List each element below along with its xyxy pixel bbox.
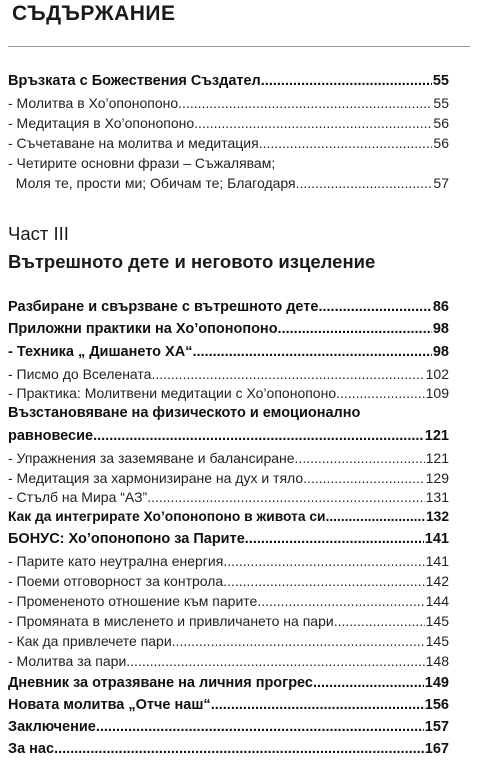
leader-dots: [223, 553, 424, 569]
toc-entry-text: - Практика: Молитвени медитации с Хо’опонопоно: [8, 385, 337, 401]
toc-entry-text: - Молитва за пари: [8, 653, 127, 669]
toc-entry: [8, 175, 449, 191]
toc-entry: [8, 135, 449, 151]
toc-entry-page: 149: [424, 675, 449, 691]
toc-entry: [8, 405, 449, 421]
toc-entry-text: - Молитва в Хо’опонопоно: [8, 95, 179, 111]
toc-entry-page: 121: [424, 428, 449, 444]
toc-entry-text: Как да интегрирате Хо’опонопоно в живота си: [8, 509, 326, 524]
toc-entry: [8, 344, 449, 360]
toc-entry: [8, 95, 449, 111]
toc-entry-page: 56: [433, 135, 449, 151]
toc-entry-page: 142: [425, 573, 449, 589]
toc-entry-text: Моля те, прости ми; Обичам те; Благодаря: [8, 175, 296, 191]
leader-dots: [278, 321, 432, 337]
part-title: Вътрешното дете и неговото изцеление: [8, 251, 376, 272]
toc-entry-text: - Техника „ Дишането ХА“: [8, 344, 193, 360]
leader-dots: [334, 613, 425, 629]
toc-entry: [8, 573, 449, 589]
toc-entry: [8, 653, 449, 669]
toc-entry-page: 148: [425, 653, 449, 669]
leader-dots: [93, 428, 424, 444]
toc-entry-page: 156: [424, 697, 449, 713]
toc-entry-text: - Промененото отношение към парите: [8, 593, 258, 609]
toc-entry-text: Връзката с Божествения Създател: [8, 73, 261, 89]
leader-dots: [54, 741, 424, 757]
toc-entry-text: Новата молитва „Отче наш“: [8, 697, 211, 713]
toc-entry-page: 145: [425, 633, 449, 649]
toc-entry-text: - Промяната в мисленето и привличането на пари: [8, 613, 334, 629]
toc-entry-page: 86: [432, 299, 449, 315]
leader-dots: [259, 135, 433, 151]
leader-dots: [245, 531, 424, 547]
toc-entry-page: 102: [425, 366, 449, 382]
toc-entry: [8, 115, 449, 131]
toc-entry-page: 98: [432, 344, 449, 360]
toc-entry-page: 144: [425, 593, 449, 609]
toc-entry-text: - Стълб на Мира “АЗ”: [8, 489, 148, 505]
toc-heading: СЪДЪРЖАНИЕ: [12, 2, 176, 25]
toc-entry-text: - Четирите основни фрази – Съжалявам;: [8, 155, 276, 171]
toc-entry-page: 129: [425, 470, 449, 486]
toc-entry-text: - Съчетаване на молитва и медитация: [8, 135, 259, 151]
leader-dots: [126, 653, 424, 669]
toc-entry-text: - Поеми отговорност за контрола: [8, 573, 224, 589]
toc-entry-page: 55: [432, 73, 449, 89]
toc-entry-page: 121: [425, 450, 449, 466]
toc-entry-page: 132: [425, 509, 449, 524]
leader-dots: [313, 675, 424, 691]
toc-entry: [8, 385, 449, 401]
toc-entry-page: 57: [433, 175, 449, 191]
leader-dots: [326, 509, 425, 524]
toc-entry: [8, 155, 449, 171]
toc-entry-text: Разбиране и свързване с вътрешното дете: [8, 299, 319, 315]
toc-entry: [8, 509, 449, 524]
leader-dots: [223, 573, 424, 589]
toc-entry: [8, 553, 449, 569]
toc-entry: [8, 613, 449, 629]
leader-dots: [257, 593, 424, 609]
toc-entry-page: 145: [425, 613, 449, 629]
toc-entry: [8, 531, 449, 547]
leader-dots: [151, 366, 424, 382]
leader-dots: [295, 450, 425, 466]
toc-entry: [8, 450, 449, 466]
toc-entry: [8, 675, 449, 691]
toc-entry-page: 56: [433, 115, 449, 131]
leader-dots: [178, 95, 432, 111]
toc-entry-text: - Упражнения за заземяване и балансиране: [8, 450, 295, 466]
toc-entry-page: 167: [424, 741, 449, 757]
toc-entry-text: Заключение: [8, 719, 96, 735]
heading-divider: [8, 46, 470, 47]
toc-entry: [8, 593, 449, 609]
leader-dots: [172, 633, 425, 649]
toc-entry: [8, 719, 449, 735]
toc-entry-text: - Как да привлечете пари: [8, 633, 172, 649]
toc-entry: [8, 470, 449, 486]
leader-dots: [192, 344, 431, 360]
toc-entry-page: 98: [432, 321, 449, 337]
toc-entry-text: - Парите като неутрална енергия: [8, 553, 224, 569]
toc-entry: [8, 299, 449, 315]
part-label: Част III: [8, 223, 69, 244]
toc-entry-text: - Писмо до Вселената: [8, 366, 152, 382]
toc-entry-text: равновесие: [8, 428, 94, 444]
leader-dots: [147, 489, 424, 505]
toc-entry-page: 131: [425, 489, 449, 505]
toc-entry: [8, 741, 449, 757]
toc-entry: [8, 366, 449, 382]
toc-entry: [8, 428, 449, 444]
toc-entry-page: 141: [425, 553, 449, 569]
leader-dots: [296, 175, 433, 191]
toc-entry-text: Приложни практики на Хо’опонопоно: [8, 321, 278, 337]
toc-entry: [8, 697, 449, 713]
toc-entry-page: 55: [433, 95, 449, 111]
toc-entry: [8, 489, 449, 505]
leader-dots: [261, 73, 432, 89]
toc-entry: [8, 73, 449, 89]
toc-entry-text: - Медитация в Хо’опонопоно: [8, 115, 195, 131]
leader-dots: [318, 299, 431, 315]
toc-entry: [8, 633, 449, 649]
toc-entry-text: За нас: [8, 741, 55, 757]
toc-entry-text: Възстановяване на физическото и емоционално: [8, 405, 361, 421]
leader-dots: [303, 470, 424, 486]
leader-dots: [194, 115, 432, 131]
leader-dots: [96, 719, 424, 735]
toc-entry-page: 157: [424, 719, 449, 735]
toc-entry-text: Дневник за отразяване на личния прогрес: [8, 675, 313, 691]
leader-dots: [211, 697, 424, 713]
leader-dots: [336, 385, 425, 401]
toc-entry-text: БОНУС: Хо’опонопоно за Парите: [8, 531, 245, 547]
toc-entry-text: - Медитация за хармонизиране на дух и тяло: [8, 470, 304, 486]
toc-entry-page: 109: [425, 385, 449, 401]
toc-entry-page: 141: [424, 531, 449, 547]
toc-entry: [8, 321, 449, 337]
